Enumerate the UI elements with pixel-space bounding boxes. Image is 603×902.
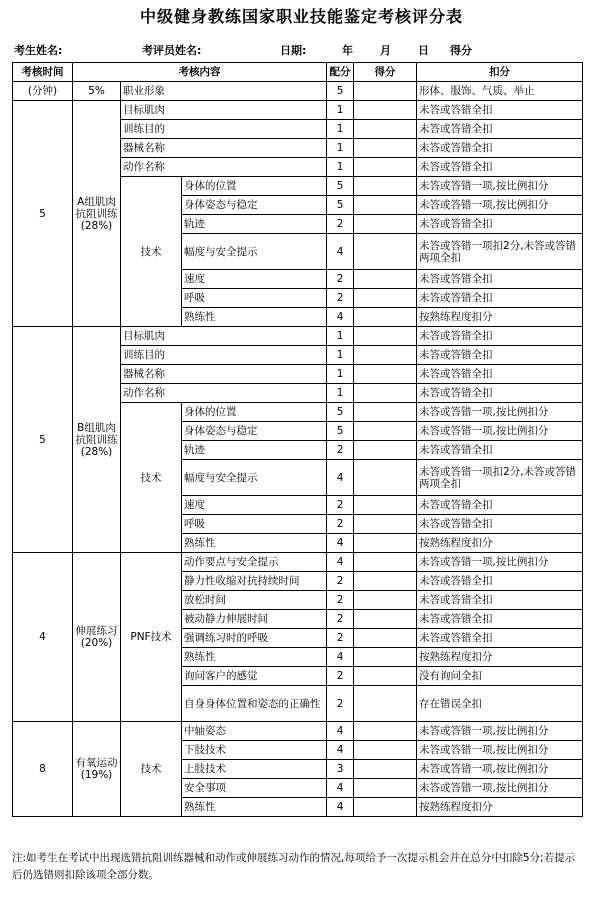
item-score-cell[interactable] [354, 196, 417, 215]
item-name: 动作要点与安全提示 [182, 553, 327, 572]
time-header-label: 考核时间 [21, 66, 64, 78]
item-deduction: 未答或答错全扣 [417, 215, 583, 234]
technique-label: 技术 [121, 177, 182, 327]
item-deduction: 未答或答错全扣 [417, 346, 583, 365]
item-score-cell[interactable] [354, 346, 417, 365]
item-deduction: 未答或答错全扣 [417, 610, 583, 629]
item-score-cell[interactable] [354, 686, 417, 722]
item-deduction: 未答或答错一项,按比例扣分 [417, 403, 583, 422]
month-label: 月 [380, 44, 391, 57]
item-score-cell[interactable] [354, 722, 417, 741]
item-deduction: 未答或答错一项,按比例扣分 [417, 779, 583, 798]
time-column-header [13, 63, 73, 82]
item-deduction: 未答或答错一项扣2分,未答或答错两项全扣 [417, 460, 583, 496]
section-group-label: 伸展练习(20%) [73, 553, 121, 722]
item-points: 2 [327, 686, 354, 722]
item-name: 动作名称 [121, 384, 327, 403]
item-name: 轨迹 [182, 215, 327, 234]
item-name: 熟练性 [182, 798, 327, 817]
exam-info-row [12, 38, 582, 58]
time-unit-label: (分钟) [13, 82, 73, 101]
item-score-cell[interactable] [354, 270, 417, 289]
item-deduction: 未答或答错全扣 [417, 158, 583, 177]
item-name: 器械名称 [121, 365, 327, 384]
item-score-cell[interactable] [354, 496, 417, 515]
page-title: 中级健身教练国家职业技能鉴定考核评分表 [139, 7, 463, 26]
image-item: 职业形象 [121, 82, 327, 101]
item-deduction: 按熟练程度扣分 [417, 308, 583, 327]
section-group-label: A组肌肉抗阻训练(28%) [73, 101, 121, 327]
item-points: 2 [327, 667, 354, 686]
section-time: 5 [13, 327, 73, 553]
score-column-header: 得分 [354, 63, 417, 82]
item-name: 速度 [182, 270, 327, 289]
item-points: 5 [327, 403, 354, 422]
section-time: 8 [13, 722, 73, 817]
image-deduction: 形体、服饰、气质、举止 [417, 82, 583, 101]
item-deduction: 未答或答错全扣 [417, 327, 583, 346]
item-name: 速度 [182, 496, 327, 515]
section-time: 5 [13, 101, 73, 327]
item-score-cell[interactable] [354, 384, 417, 403]
day-label: 日 [418, 44, 429, 57]
item-deduction: 未答或答错全扣 [417, 572, 583, 591]
item-points: 2 [327, 270, 354, 289]
image-score-cell[interactable] [354, 82, 417, 101]
item-name: 熟练性 [182, 648, 327, 667]
item-score-cell[interactable] [354, 460, 417, 496]
item-score-cell[interactable] [354, 289, 417, 308]
item-points: 1 [327, 158, 354, 177]
item-score-cell[interactable] [354, 139, 417, 158]
item-name: 身体的位置 [182, 403, 327, 422]
item-deduction: 没有询问全扣 [417, 667, 583, 686]
item-points: 4 [327, 648, 354, 667]
item-points: 4 [327, 798, 354, 817]
item-deduction: 未答或答错全扣 [417, 365, 583, 384]
item-points: 1 [327, 101, 354, 120]
item-name: 目标肌肉 [121, 327, 327, 346]
item-name: 训练目的 [121, 120, 327, 139]
item-name: 身体的位置 [182, 177, 327, 196]
item-deduction: 未答或答错一项,按比例扣分 [417, 196, 583, 215]
item-score-cell[interactable] [354, 327, 417, 346]
item-deduction: 未答或答错全扣 [417, 591, 583, 610]
item-deduction: 未答或答错全扣 [417, 270, 583, 289]
item-points: 1 [327, 139, 354, 158]
table-row [13, 722, 583, 741]
item-points: 4 [327, 741, 354, 760]
item-points: 5 [327, 196, 354, 215]
item-score-cell[interactable] [354, 610, 417, 629]
item-score-cell[interactable] [354, 234, 417, 270]
item-name: 熟练性 [182, 534, 327, 553]
item-deduction: 未答或答错全扣 [417, 139, 583, 158]
item-points: 3 [327, 760, 354, 779]
item-points: 1 [327, 346, 354, 365]
item-name: 幅度与安全提示 [182, 234, 327, 270]
item-score-cell[interactable] [354, 741, 417, 760]
item-points: 4 [327, 553, 354, 572]
item-deduction: 未答或答错全扣 [417, 289, 583, 308]
item-deduction: 未答或答错全扣 [417, 120, 583, 139]
item-deduction: 未答或答错一项,按比例扣分 [417, 177, 583, 196]
item-deduction: 未答或答错全扣 [417, 101, 583, 120]
table-row [13, 327, 583, 346]
image-points: 5 [327, 82, 354, 101]
item-name: 幅度与安全提示 [182, 460, 327, 496]
item-points: 5 [327, 177, 354, 196]
table-row [13, 82, 583, 101]
item-deduction: 未答或答错一项,按比例扣分 [417, 553, 583, 572]
item-deduction: 按熟练程度扣分 [417, 648, 583, 667]
item-name: 呼吸 [182, 289, 327, 308]
item-points: 2 [327, 610, 354, 629]
item-score-cell[interactable] [354, 365, 417, 384]
table-row [13, 63, 583, 82]
table-row [13, 101, 583, 120]
item-points: 1 [327, 384, 354, 403]
item-name: 器械名称 [121, 139, 327, 158]
item-score-cell[interactable] [354, 572, 417, 591]
item-points: 4 [327, 534, 354, 553]
item-name: 安全事项 [182, 779, 327, 798]
image-percent: 5% [73, 82, 121, 101]
item-score-cell[interactable] [354, 629, 417, 648]
item-name: 上肢技术 [182, 760, 327, 779]
item-deduction: 未答或答错一项,按比例扣分 [417, 722, 583, 741]
item-name: 熟练性 [182, 308, 327, 327]
item-score-cell[interactable] [354, 403, 417, 422]
item-deduction: 未答或答错一项,按比例扣分 [417, 422, 583, 441]
item-score-cell[interactable] [354, 779, 417, 798]
item-score-cell[interactable] [354, 798, 417, 817]
section-group-label: B组肌肉抗阻训练(28%) [73, 327, 121, 553]
item-deduction: 存在错误全扣 [417, 686, 583, 722]
content-column-header: 考核内容 [73, 63, 327, 82]
item-score-cell[interactable] [354, 101, 417, 120]
item-points: 1 [327, 120, 354, 139]
footnote: 注:如考生在考试中出现选错抗阻训练器械和动作或伸展练习动作的情况,每项给予一次提示机会并在总分中扣除5分;若提示后仍选错则扣除该项全部分数。 [12, 852, 576, 881]
total-score-label: 得分 [450, 44, 472, 57]
item-name: 静力性收缩对抗持续时间 [182, 572, 327, 591]
item-name: 下肢技术 [182, 741, 327, 760]
item-deduction: 未答或答错全扣 [417, 441, 583, 460]
item-deduction: 未答或答错一项扣2分,未答或答错两项全扣 [417, 234, 583, 270]
item-name: 动作名称 [121, 158, 327, 177]
item-score-cell[interactable] [354, 760, 417, 779]
table-row [13, 553, 583, 572]
date-label: 日期: [280, 44, 307, 57]
item-score-cell[interactable] [354, 591, 417, 610]
item-name: 身体姿态与稳定 [182, 196, 327, 215]
item-points: 4 [327, 460, 354, 496]
item-points: 2 [327, 591, 354, 610]
item-points: 5 [327, 422, 354, 441]
item-score-cell[interactable] [354, 177, 417, 196]
item-points: 4 [327, 779, 354, 798]
item-points: 2 [327, 496, 354, 515]
item-points: 1 [327, 365, 354, 384]
section-group-label: 有氧运动(19%) [73, 722, 121, 817]
item-deduction: 未答或答错全扣 [417, 496, 583, 515]
item-points: 4 [327, 308, 354, 327]
item-score-cell[interactable] [354, 515, 417, 534]
item-deduction: 按熟练程度扣分 [417, 534, 583, 553]
item-points: 4 [327, 722, 354, 741]
section-time: 4 [13, 553, 73, 722]
deduction-column-header: 扣分 [417, 63, 583, 82]
technique-label: 技术 [121, 403, 182, 553]
item-points: 2 [327, 441, 354, 460]
score-table [12, 62, 583, 817]
item-score-cell[interactable] [354, 215, 417, 234]
technique-label: 技术 [121, 722, 182, 817]
item-deduction: 未答或答错全扣 [417, 384, 583, 403]
item-points: 2 [327, 215, 354, 234]
item-deduction: 未答或答错全扣 [417, 629, 583, 648]
item-name: 自身身体位置和姿态的正确性 [182, 686, 327, 722]
item-name: 放松时间 [182, 591, 327, 610]
item-points: 2 [327, 629, 354, 648]
item-score-cell[interactable] [354, 648, 417, 667]
item-deduction: 未答或答错一项,按比例扣分 [417, 760, 583, 779]
item-name: 轨迹 [182, 441, 327, 460]
item-name: 呼吸 [182, 515, 327, 534]
item-score-cell[interactable] [354, 422, 417, 441]
item-score-cell[interactable] [354, 158, 417, 177]
item-name: 被动静力伸展时间 [182, 610, 327, 629]
year-label: 年 [342, 44, 353, 57]
item-score-cell[interactable] [354, 441, 417, 460]
item-score-cell[interactable] [354, 534, 417, 553]
item-name: 中轴姿态 [182, 722, 327, 741]
points-column-header: 配分 [327, 63, 354, 82]
item-score-cell[interactable] [354, 553, 417, 572]
item-deduction: 未答或答错全扣 [417, 515, 583, 534]
examiner-name-label: 考评员姓名: [142, 44, 202, 57]
item-score-cell[interactable] [354, 667, 417, 686]
item-name: 训练目的 [121, 346, 327, 365]
item-points: 2 [327, 515, 354, 534]
item-deduction: 未答或答错一项,按比例扣分 [417, 741, 583, 760]
item-points: 1 [327, 327, 354, 346]
item-name: 身体姿态与稳定 [182, 422, 327, 441]
item-deduction: 按熟练程度扣分 [417, 798, 583, 817]
item-name: 强调练习时的呼吸 [182, 629, 327, 648]
item-points: 4 [327, 234, 354, 270]
item-points: 2 [327, 289, 354, 308]
item-points: 2 [327, 572, 354, 591]
item-score-cell[interactable] [354, 308, 417, 327]
candidate-name-label: 考生姓名: [14, 44, 63, 57]
technique-label: PNF技术 [121, 553, 182, 722]
item-name: 目标肌肉 [121, 101, 327, 120]
item-name: 询问客户的感觉 [182, 667, 327, 686]
item-score-cell[interactable] [354, 120, 417, 139]
